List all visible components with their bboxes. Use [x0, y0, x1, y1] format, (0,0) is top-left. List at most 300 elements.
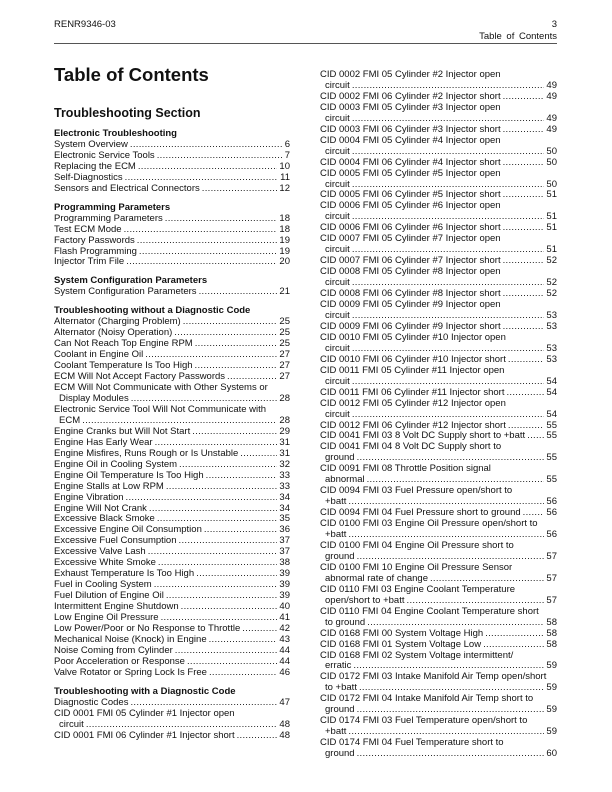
toc-entry[interactable] [320, 158, 557, 169]
entry-title: CID 0012 FMI 06 Cylinder #12 Injector short [320, 419, 506, 431]
entry-page: 53 [546, 320, 557, 332]
entry-title: System Overview [54, 138, 128, 150]
dot-leader [154, 580, 278, 591]
toc-entry[interactable] [54, 482, 290, 493]
entry-title-continued: ground [325, 550, 355, 562]
header-rule [54, 43, 557, 44]
entry-page: 59 [546, 726, 557, 738]
toc-entry[interactable] [320, 738, 557, 760]
entry-page: 27 [279, 349, 290, 361]
document-id: RENR9346-03 [54, 19, 116, 30]
entry-title: CID 0172 FMI 03 Intake Manifold Air Temp open/short [320, 671, 547, 683]
dot-leader [527, 431, 544, 442]
toc-entry[interactable] [54, 184, 290, 195]
toc-entry[interactable] [320, 442, 557, 464]
entry-title: CID 0007 FMI 05 Cylinder #7 Injector open [320, 233, 501, 245]
entry-page: 46 [279, 666, 290, 678]
entry-title: Test ECM Mode [54, 223, 122, 235]
entry-title-continued: circuit [325, 145, 350, 157]
entry-page: 53 [546, 342, 557, 354]
entry-title: CID 0006 FMI 05 Cylinder #6 Injector open [320, 200, 501, 212]
entry-page: 53 [546, 353, 557, 365]
dot-leader [183, 317, 278, 328]
entry-title-continued: to +batt [325, 682, 357, 694]
entry-page: 55 [546, 452, 557, 464]
toc-entry[interactable] [320, 640, 557, 651]
entry-title: Flash Programming [54, 245, 137, 257]
entry-title: CID 0003 FMI 05 Cylinder #3 Injector open [320, 101, 501, 113]
entry-page: 54 [546, 375, 557, 387]
entry-page: 25 [279, 327, 290, 339]
entry-page: 54 [546, 386, 557, 398]
toc-entry[interactable] [320, 629, 557, 640]
entry-page: 19 [279, 245, 290, 257]
dot-leader [503, 158, 545, 169]
entry-title: Excessive Engine Oil Consumption [54, 524, 202, 536]
entry-title: CID 0091 FMI 08 Throttle Position signal [320, 463, 491, 475]
entry-title: Engine Oil in Cooling System [54, 458, 178, 470]
toc-entry[interactable] [320, 169, 557, 191]
entry-title-continued: circuit [325, 342, 350, 354]
entry-title: CID 0041 FMI 03 8 Volt DC Supply short to +batt [320, 430, 526, 442]
entry-page: 57 [546, 594, 557, 606]
dot-leader [181, 602, 278, 613]
entry-page: 28 [279, 414, 290, 426]
entry-page: 47 [279, 696, 290, 708]
entry-page: 11 [280, 171, 290, 183]
dot-leader [196, 569, 277, 580]
entry-title: CID 0002 FMI 06 Cylinder #2 Injector short [320, 90, 501, 102]
dot-leader [195, 339, 278, 350]
entry-page: 57 [546, 550, 557, 562]
dot-leader [503, 223, 545, 234]
entry-page: 49 [546, 90, 557, 102]
entry-page: 21 [279, 286, 290, 298]
entry-title: CID 0174 FMI 03 Fuel Temperature open/short to [320, 715, 528, 727]
entry-title: Alternator (Noisy Operation) [54, 327, 173, 339]
entry-page: 58 [546, 627, 557, 639]
entry-page: 55 [546, 430, 557, 442]
entry-title-continued: ECM [59, 414, 81, 426]
entry-page: 52 [546, 288, 557, 300]
entry-title: Coolant Temperature Is Too High [54, 360, 193, 372]
dot-leader [126, 493, 278, 504]
entry-title: CID 0110 FMI 04 Engine Coolant Temperature short [320, 605, 539, 617]
entry-page: 55 [546, 474, 557, 486]
toc-right-column [320, 70, 557, 760]
entry-title: CID 0005 FMI 05 Cylinder #5 Injector open [320, 167, 501, 179]
dot-leader [503, 256, 545, 267]
entry-title: CID 0094 FMI 04 Fuel Pressure short to ground [320, 507, 521, 519]
entry-page: 51 [546, 222, 557, 234]
entry-title: Self-Diagnostics [54, 171, 123, 183]
entry-title-continued: circuit [325, 211, 350, 223]
entry-title: Engine Stalls at Low RPM [54, 480, 164, 492]
toc-entry[interactable] [320, 672, 557, 694]
entry-page: 44 [279, 655, 290, 667]
toc-entry[interactable] [320, 519, 557, 541]
entry-title: CID 0006 FMI 06 Cylinder #6 Injector short [320, 222, 501, 234]
toc-entry[interactable] [54, 287, 290, 298]
entry-page: 41 [279, 612, 290, 624]
entry-page: 44 [279, 644, 290, 656]
entry-title: Coolant in Engine Oil [54, 349, 144, 361]
entry-page: 43 [279, 633, 290, 645]
entry-title: Injector Trim File [54, 256, 125, 268]
entry-page: 37 [279, 546, 290, 558]
dot-leader [157, 151, 283, 162]
entry-page: 20 [279, 256, 290, 268]
entry-page: 40 [279, 601, 290, 613]
entry-page: 35 [279, 513, 290, 525]
dot-leader [202, 184, 278, 195]
entry-title: CID 0011 FMI 06 Cylinder #11 Injector short [320, 386, 505, 398]
entry-title-continued: circuit [325, 244, 350, 256]
dot-leader [204, 525, 278, 536]
toc-entry[interactable] [320, 585, 557, 607]
entry-page: 56 [546, 529, 557, 541]
entry-page: 57 [546, 572, 557, 584]
toc-group [54, 276, 290, 298]
toc-entry[interactable] [320, 103, 557, 125]
entry-page: 50 [546, 178, 557, 190]
dot-leader [199, 287, 278, 298]
entry-page: 31 [279, 436, 290, 448]
dot-leader [86, 720, 278, 731]
entry-title: Programming Parameters [54, 212, 163, 224]
entry-title: Engine Has Early Wear [54, 436, 153, 448]
entry-page: 27 [279, 360, 290, 372]
group-heading: Electronic Troubleshooting [54, 128, 177, 139]
entry-page: 49 [546, 112, 557, 124]
entry-page: 10 [279, 160, 290, 172]
entry-title: CID 0010 FMI 06 Cylinder #10 Injector short [320, 353, 506, 365]
entry-title-continued: open/short to +batt [325, 594, 405, 606]
entry-title: CID 0110 FMI 03 Engine Coolant Temperature [320, 583, 516, 595]
entry-page: 51 [546, 244, 557, 256]
entry-title: Factory Passwords [54, 234, 135, 246]
entry-title-continued: to ground [325, 616, 366, 628]
entry-page: 19 [279, 234, 290, 246]
dot-leader [165, 214, 278, 225]
entry-page: 52 [546, 277, 557, 289]
dot-leader [503, 289, 545, 300]
entry-title: Engine Vibration [54, 491, 124, 503]
entry-title-continued: circuit [325, 277, 350, 289]
entry-page: 56 [546, 507, 557, 519]
entry-title: Poor Acceleration or Response [54, 655, 185, 667]
entry-title: CID 0007 FMI 06 Cylinder #7 Injector short [320, 255, 501, 267]
dot-leader [367, 618, 544, 629]
entry-title: CID 0001 FMI 05 Cylinder #1 Injector open [54, 707, 235, 719]
dot-leader [139, 247, 278, 258]
dot-leader [149, 504, 278, 515]
entry-title: CID 0011 FMI 05 Cylinder #11 Injector open [320, 364, 505, 376]
page-title: Table of Contents [54, 64, 209, 85]
entry-title: ECM Will Not Communicate with Other Systems or [54, 382, 268, 394]
entry-title: Excessive Black Smoke [54, 513, 155, 525]
entry-title: CID 0003 FMI 06 Cylinder #3 Injector short [320, 123, 501, 135]
entry-title-continued: ground [325, 452, 355, 464]
entry-title: Diagnostic Codes [54, 696, 129, 708]
dot-leader [175, 646, 278, 657]
toc-entry[interactable] [320, 651, 557, 673]
entry-page: 52 [546, 255, 557, 267]
entry-title-continued: circuit [325, 112, 350, 124]
entry-page: 50 [546, 145, 557, 157]
dot-leader [503, 125, 545, 136]
entry-title: Replacing the ECM [54, 160, 136, 172]
entry-title-continued: abnormal rate of change [325, 572, 428, 584]
entry-page: 48 [279, 718, 290, 730]
dot-leader [503, 322, 545, 333]
dot-leader [503, 190, 545, 201]
entry-page: 34 [279, 491, 290, 503]
entry-title: Alternator (Charging Problem) [54, 316, 181, 328]
entry-title-continued: erratic [325, 660, 352, 672]
dot-leader [352, 410, 545, 421]
dot-leader [166, 591, 278, 602]
dot-leader [209, 635, 278, 646]
toc-entry[interactable] [320, 716, 557, 738]
entry-title: Engine Will Not Crank [54, 502, 147, 514]
dot-leader [126, 257, 277, 268]
entry-title: Engine Cranks but Will Not Start [54, 425, 191, 437]
entry-page: 27 [279, 371, 290, 383]
entry-page: 33 [279, 480, 290, 492]
entry-title: Sensors and Electrical Connectors [54, 182, 200, 194]
entry-title: CID 0009 FMI 05 Cylinder #9 Injector open [320, 299, 501, 311]
entry-title: Fuel Dilution of Engine Oil [54, 590, 164, 602]
dot-leader [130, 698, 277, 709]
entry-title: CID 0168 FMI 02 System Voltage intermittent/ [320, 649, 514, 661]
toc-entry[interactable] [54, 236, 290, 247]
entry-title-continued: +batt [325, 496, 347, 508]
dot-leader [124, 225, 278, 236]
toc-entry[interactable] [54, 471, 290, 482]
group-heading: Troubleshooting without a Diagnostic Code [54, 305, 251, 317]
entry-title: Intermittent Engine Shutdown [54, 601, 179, 613]
page-number: 3 [551, 19, 557, 30]
toc-entry[interactable] [320, 201, 557, 223]
toc-entry[interactable] [320, 563, 557, 585]
toc-entry[interactable] [320, 70, 557, 92]
entry-title: CID 0009 FMI 06 Cylinder #9 Injector short [320, 320, 501, 332]
entry-title: CID 0094 FMI 03 Fuel Pressure open/short to [320, 485, 513, 497]
entry-page: 25 [279, 316, 290, 328]
entry-title: Noise Coming from Cylinder [54, 644, 173, 656]
entry-title-continued: Display Modules [59, 392, 129, 404]
entry-title-continued: circuit [59, 718, 84, 730]
entry-title: Can Not Reach Top Engine RPM [54, 338, 193, 350]
entry-page: 59 [546, 660, 557, 672]
entry-title: CID 0168 FMI 00 System Voltage High [320, 627, 484, 639]
dot-leader [138, 162, 278, 173]
toc-entry[interactable] [320, 366, 557, 388]
entry-title: CID 0004 FMI 05 Cylinder #4 Injector open [320, 134, 501, 146]
toc-entry[interactable] [54, 668, 290, 679]
entry-title-continued: circuit [325, 309, 350, 321]
entry-title: Valve Rotator or Spring Lock Is Free [54, 666, 207, 678]
dot-leader [483, 640, 544, 651]
entry-page: 51 [546, 189, 557, 201]
entry-page: 39 [279, 590, 290, 602]
entry-page: 7 [284, 149, 290, 161]
entry-title-continued: +batt [325, 726, 347, 738]
dot-leader [485, 629, 544, 640]
group-heading: Programming Parameters [54, 201, 171, 213]
toc-entry[interactable] [54, 731, 290, 742]
toc-group [54, 203, 290, 269]
entry-title: CID 0172 FMI 04 Intake Manifold Air Temp short to [320, 693, 534, 705]
entry-title: Fuel in Cooling System [54, 579, 152, 591]
toc-entry[interactable] [320, 136, 557, 158]
group-heading: System Configuration Parameters [54, 275, 208, 287]
dot-leader [242, 624, 277, 635]
entry-page: 59 [546, 682, 557, 694]
dot-leader [352, 377, 545, 388]
dot-leader [148, 547, 278, 558]
toc-entry[interactable] [320, 399, 557, 421]
entry-title-continued: ground [325, 704, 355, 716]
entry-title-continued: abnormal [325, 474, 365, 486]
toc-entry[interactable] [320, 300, 557, 322]
dot-leader [357, 749, 545, 760]
entry-title: Excessive Valve Lash [54, 546, 146, 558]
toc-entry[interactable] [54, 257, 290, 268]
toc-group [54, 687, 290, 742]
entry-title-continued: ground [325, 748, 355, 760]
entry-page: 50 [546, 156, 557, 168]
toc-entry[interactable] [54, 709, 290, 731]
entry-page: 12 [279, 182, 290, 194]
entry-title: ECM Will Not Accept Factory Passwords [54, 371, 226, 383]
toc-entry[interactable] [54, 405, 290, 427]
entry-title-continued: circuit [325, 408, 350, 420]
entry-page: 49 [546, 123, 557, 135]
entry-title: CID 0100 FMI 04 Engine Oil Pressure short to [320, 539, 514, 551]
entry-title-continued: circuit [325, 79, 350, 91]
entry-title: CID 0002 FMI 05 Cylinder #2 Injector open [320, 69, 501, 80]
entry-title-continued: +batt [325, 529, 347, 541]
entry-page: 59 [546, 704, 557, 716]
entry-page: 42 [279, 622, 290, 634]
entry-title: Electronic Service Tools [54, 149, 155, 161]
section-title: Troubleshooting Section [54, 106, 201, 120]
group-heading: Troubleshooting with a Diagnostic Code [54, 685, 236, 697]
entry-title: System Configuration Parameters [54, 286, 197, 298]
entry-title: CID 0012 FMI 05 Cylinder #12 Injector open [320, 397, 506, 409]
entry-page: 29 [279, 425, 290, 437]
toc-entry[interactable] [320, 694, 557, 716]
toc-entry[interactable] [54, 383, 290, 405]
entry-page: 58 [546, 638, 557, 650]
entry-page: 53 [546, 309, 557, 321]
entry-title: CID 0004 FMI 06 Cylinder #4 Injector short [320, 156, 501, 168]
toc-entry[interactable] [54, 214, 290, 225]
toc-entry[interactable] [320, 333, 557, 355]
dot-leader [508, 355, 545, 366]
dot-leader [240, 449, 277, 460]
entry-title: Low Engine Oil Pressure [54, 612, 159, 624]
entry-page: 54 [546, 408, 557, 420]
toc-entry[interactable] [320, 607, 557, 629]
entry-page: 18 [279, 223, 290, 235]
entry-page: 39 [279, 579, 290, 591]
dot-leader [192, 427, 277, 438]
toc-entry[interactable] [320, 234, 557, 256]
toc-left-column [54, 129, 290, 742]
entry-page: 32 [279, 458, 290, 470]
entry-title: Excessive Fuel Consumption [54, 535, 177, 547]
entry-title: CID 0100 FMI 03 Engine Oil Pressure open/short to [320, 518, 538, 530]
entry-title-continued: circuit [325, 375, 350, 387]
dot-leader [237, 731, 278, 742]
entry-page: 6 [284, 138, 290, 150]
entry-title: Electronic Service Tool Will Not Communicate with [54, 403, 267, 415]
entry-page: 48 [279, 729, 290, 741]
toc-group [54, 306, 290, 678]
entry-title: CID 0008 FMI 05 Cylinder #8 Injector open [320, 266, 501, 278]
entry-title: CID 0041 FMI 04 8 Volt DC Supply short to [320, 441, 502, 453]
entry-page: 36 [279, 524, 290, 536]
toc-entry[interactable] [320, 541, 557, 563]
entry-page: 55 [546, 419, 557, 431]
entry-page: 31 [279, 447, 290, 459]
dot-leader [137, 236, 278, 247]
entry-title: Exhaust Temperature Is Too High [54, 568, 195, 580]
entry-title: CID 0008 FMI 06 Cylinder #8 Injector short [320, 288, 501, 300]
entry-page: 18 [279, 212, 290, 224]
entry-title: Mechanical Noise (Knock) in Engine [54, 633, 207, 645]
toc-entry[interactable] [320, 267, 557, 289]
dot-leader [179, 460, 277, 471]
running-title: Table of Contents [479, 31, 557, 42]
entry-page: 37 [279, 535, 290, 547]
entry-page: 33 [279, 469, 290, 481]
entry-title-continued: circuit [325, 178, 350, 190]
entry-title: CID 0005 FMI 06 Cylinder #5 Injector short [320, 189, 501, 201]
toc-group [54, 129, 290, 195]
toc-entry[interactable] [320, 388, 557, 399]
entry-page: 56 [546, 496, 557, 508]
dot-leader [206, 471, 278, 482]
dot-leader [166, 482, 278, 493]
toc-entry[interactable] [54, 493, 290, 504]
entry-title: CID 0168 FMI 01 System Voltage Low [320, 638, 482, 650]
entry-page: 34 [279, 502, 290, 514]
toc-entry[interactable] [54, 698, 290, 709]
toc-entry[interactable] [54, 460, 290, 471]
entry-title: Low Power/Poor or No Response to Throttle [54, 622, 241, 634]
dot-leader [179, 536, 278, 547]
entry-title: CID 0010 FMI 05 Cylinder #10 Injector open [320, 331, 506, 343]
toc-entry[interactable] [320, 486, 557, 508]
entry-page: 60 [546, 748, 557, 760]
entry-title: CID 0174 FMI 04 Fuel Temperature short to [320, 737, 504, 749]
entry-title: Engine Oil Temperature Is Too High [54, 469, 204, 481]
entry-title: Excessive White Smoke [54, 557, 156, 569]
toc-entry[interactable] [54, 225, 290, 236]
dot-leader [352, 147, 545, 158]
toc-entry[interactable] [320, 464, 557, 486]
entry-title: CID 0001 FMI 06 Cylinder #1 Injector short [54, 729, 235, 741]
entry-title: CID 0100 FMI 10 Engine Oil Pressure Sensor [320, 561, 513, 573]
entry-page: 49 [546, 79, 557, 91]
dot-leader [506, 388, 544, 399]
entry-page: 25 [279, 338, 290, 350]
dot-leader [503, 92, 545, 103]
